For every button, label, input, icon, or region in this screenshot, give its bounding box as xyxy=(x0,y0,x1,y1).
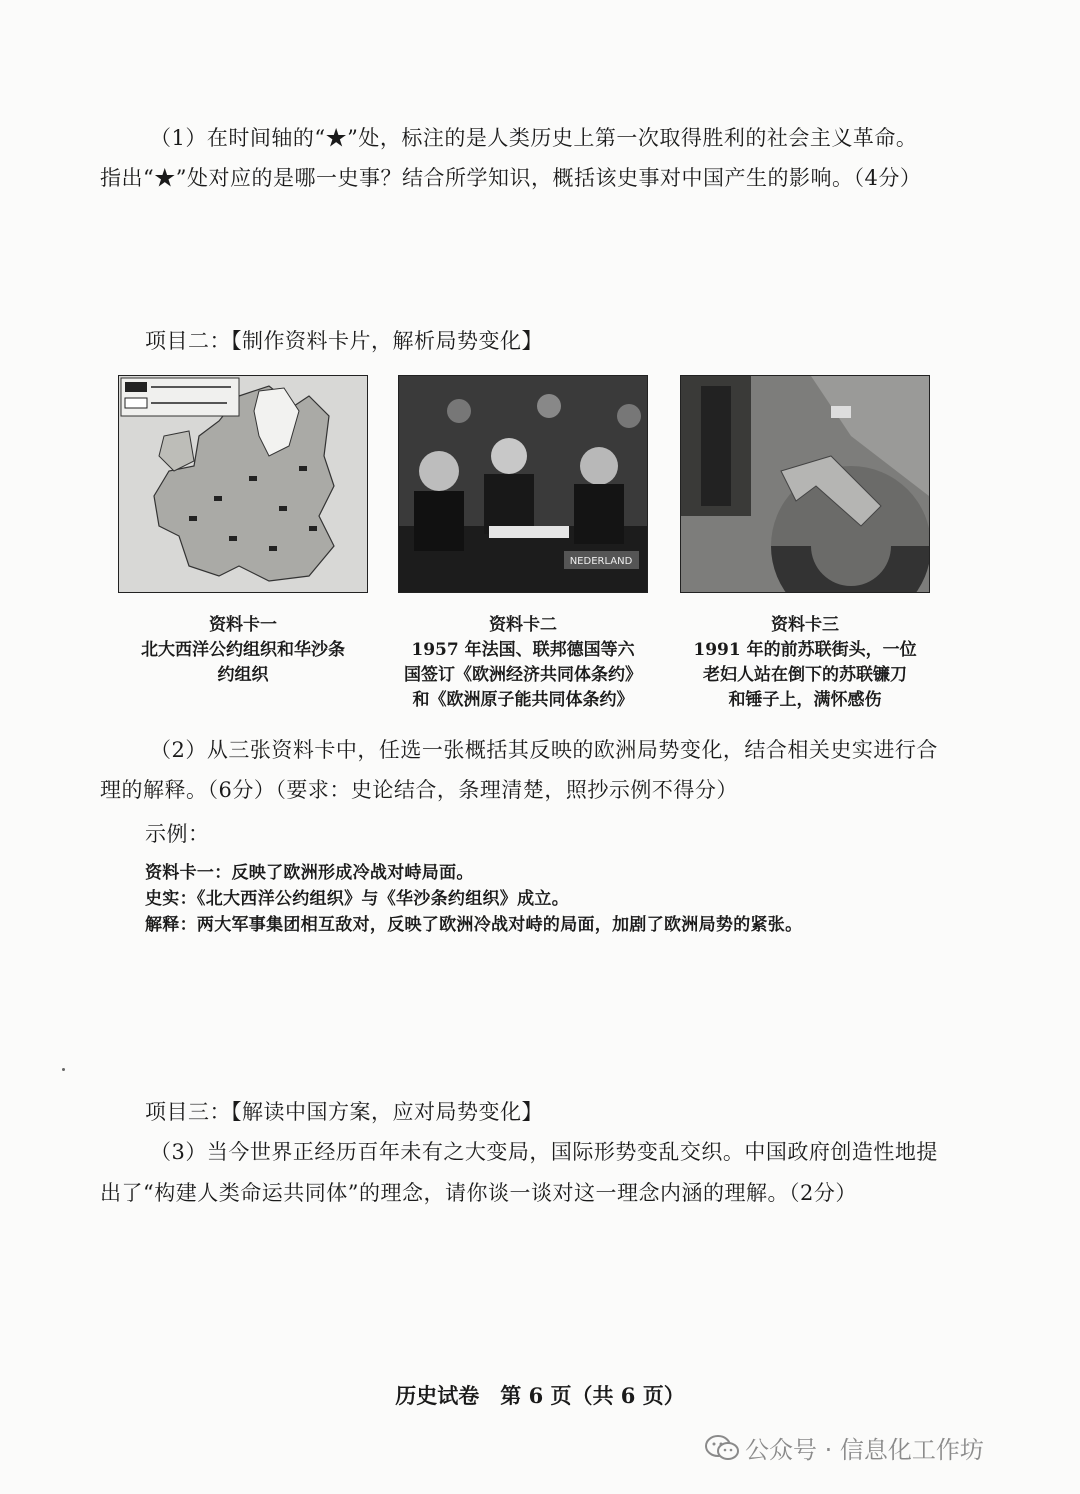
card-2-desc-line-3: 和《欧洲原子能共同体条约》 xyxy=(412,690,634,710)
material-cards xyxy=(118,375,938,710)
example-line-3: 解释：两大军事集团相互敌对，反映了欧洲冷战对峙的局面，加剧了欧洲局势的紧张。 xyxy=(145,915,803,935)
card-2-desc-line-2: 国签订《欧洲经济共同体条约》 xyxy=(404,665,642,685)
question-1-line-2: 指出“★”处对应的是哪一史事？结合所学知识，概括该史事对中国产生的影响。（4分） xyxy=(100,166,922,190)
question-1-line-1: （1）在时间轴的“★”处，标注的是人类历史上第一次取得胜利的社会主义革命。 xyxy=(150,126,918,150)
material-card-1 xyxy=(118,375,368,688)
question-2-line-2: 理的解释。（6分）（要求：史论结合，条理清楚，照抄示例不得分） xyxy=(100,778,738,802)
question-3-line-2: 出了“构建人类命运共同体”的理念，请你谈一谈对这一理念内涵的理解。（2分） xyxy=(100,1181,857,1205)
project-2-heading: 项目二：【制作资料卡片，解析局势变化】 xyxy=(145,329,543,353)
fallen-sickle-hammer-photo xyxy=(680,375,930,593)
scan-speck xyxy=(62,1068,65,1071)
question-3-line-1: （3）当今世界正经历百年未有之大变局，国际形势变乱交织。中国政府创造性地提 xyxy=(150,1140,938,1164)
nederland-nameplate: NEDERLAND xyxy=(569,556,633,567)
material-card-3 xyxy=(680,375,930,713)
treaty-signing-photo xyxy=(398,375,648,593)
page-footer: 历史试卷 第 6 页（共 6 页） xyxy=(395,1383,685,1408)
card-3-desc-line-2: 老妇人站在倒下的苏联镰刀 xyxy=(703,665,907,685)
project-3-heading: 项目三：【解读中国方案，应对局势变化】 xyxy=(145,1100,543,1124)
example-line-1: 资料卡一：反映了欧洲形成冷战对峙局面。 xyxy=(145,863,474,883)
card-2-desc-line-1: 1957 年法国、联邦德国等六 xyxy=(411,640,635,660)
card-1-desc-line-2: 约组织 xyxy=(217,665,269,685)
question-2-line-1: （2）从三张资料卡中，任选一张概括其反映的欧洲局势变化，结合相关史实进行合 xyxy=(150,738,938,762)
example-line-2: 史实：《北大西洋公约组织》与《华沙条约组织》成立。 xyxy=(145,889,569,909)
card-3-desc-line-1: 1991 年的前苏联街头，一位 xyxy=(693,640,917,660)
card-3-desc-line-3: 和锤子上，满怀感伤 xyxy=(728,690,882,710)
europe-map-image xyxy=(118,375,368,593)
example-label: 示例： xyxy=(145,822,210,846)
watermark xyxy=(705,1430,984,1465)
card-1-desc-line-1: 北大西洋公约组织和华沙条 xyxy=(141,640,345,660)
watermark-text: 公众号 · 信息化工作坊 xyxy=(745,1436,984,1464)
material-card-2 xyxy=(398,375,648,713)
card-3-title: 资料卡三 xyxy=(771,615,839,635)
wechat-icon xyxy=(705,1435,739,1461)
card-2-title: 资料卡二 xyxy=(489,615,557,635)
card-1-title: 资料卡一 xyxy=(209,615,277,635)
